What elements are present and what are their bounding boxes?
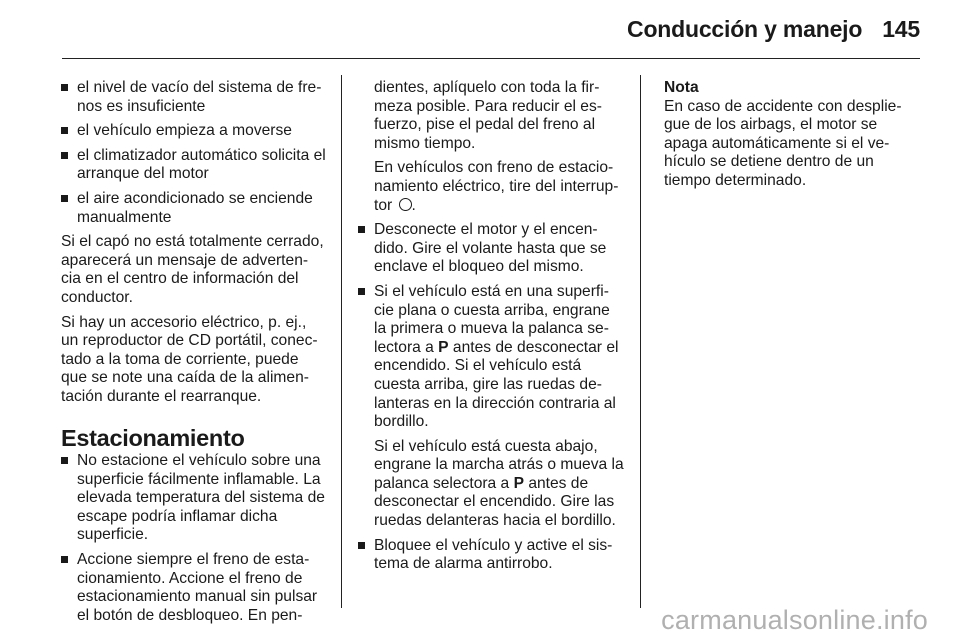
list-item: el vehículo empieza a moverse [61,122,327,141]
column-right [664,79,922,191]
square-bullet-icon [61,556,68,563]
list-item: el aire acondicionado se enciende manualmente [61,190,327,227]
page-number: 145 [882,16,920,42]
page-header [627,16,920,43]
section-title: Estacionamiento [61,424,245,451]
column-divider [341,75,342,608]
column-left [61,79,327,631]
paragraph: dientes, aplíquelo con toda la fir-meza posible. Para reducir el es-fuerzo, pise el pedal del freno al mismo tiempo. [374,79,602,152]
list-item: Bloquee el vehículo y active el sis-tema de alarma antirrobo. [358,537,624,574]
header-rule [62,58,920,59]
list-item: Desconecte el motor y el encen-dido. Gire el volante hasta que se enclave el bloqueo del mismo. [358,221,624,277]
square-bullet-icon [61,127,68,134]
list-item: Accione siempre el freno de esta-cionamiento. Accione el freno de estacionamiento manual sin pulsar el botón de desbloqueo. En pen- [61,551,327,625]
note-label: Nota [664,79,699,96]
paragraph: En vehículos con freno de estacio-namiento eléctrico, tire del interrup-tor . [374,159,619,214]
square-bullet-icon [61,457,68,464]
watermark: carmanualsonline.info [661,605,928,635]
square-bullet-icon [358,542,365,549]
list-item: No estacione el vehículo sobre una superficie fácilmente inflamable. La elevada temperatura del sistema de escape podría inflamar dicha superficie. [61,452,327,545]
square-bullet-icon [61,152,68,159]
paragraph: Si hay un accesorio eléctrico, p. ej., un reproductor de CD portátil, conec-tado a la toma de corriente, puede que se note una caída de la alimen-tación durante el rearranque. [61,313,318,405]
square-bullet-icon [358,226,365,233]
note-text: En caso de accidente con desplie-gue de los airbags, el motor se apaga automáticamente si el ve-hículo se detiene dentro de un tiempo determinado. [664,97,902,189]
parking-brake-icon [399,198,412,211]
column-divider [640,75,641,608]
square-bullet-icon [61,84,68,91]
chapter-title: Conducción y manejo [627,16,863,42]
paragraph: Si el vehículo está cuesta abajo, engrane la marcha atrás o mueva la palanca selectora a P antes de desconectar el encendido. Gire las ruedas delanteras hacia el bordillo. [374,437,624,530]
square-bullet-icon [61,195,68,202]
column-middle [358,79,624,580]
list-item: Si el vehículo está en una superfi-cie plana o cuesta arriba, engrane la primera o mueva la palanca se-lectora a P antes de desconectar el encendido. Si el vehículo está cuesta arriba, gire las ruedas de-lanteras en la dirección contraria al bordillo. [358,283,624,432]
square-bullet-icon [358,288,365,295]
list-item: el climatizador automático solicita el arranque del motor [61,147,327,184]
paragraph: Si el capó no está totalmente cerrado, aparecerá un mensaje de adverten-cia en el centro de información del conductor. [61,233,324,306]
list-item: el nivel de vacío del sistema de fre-nos es insuficiente [61,79,327,116]
